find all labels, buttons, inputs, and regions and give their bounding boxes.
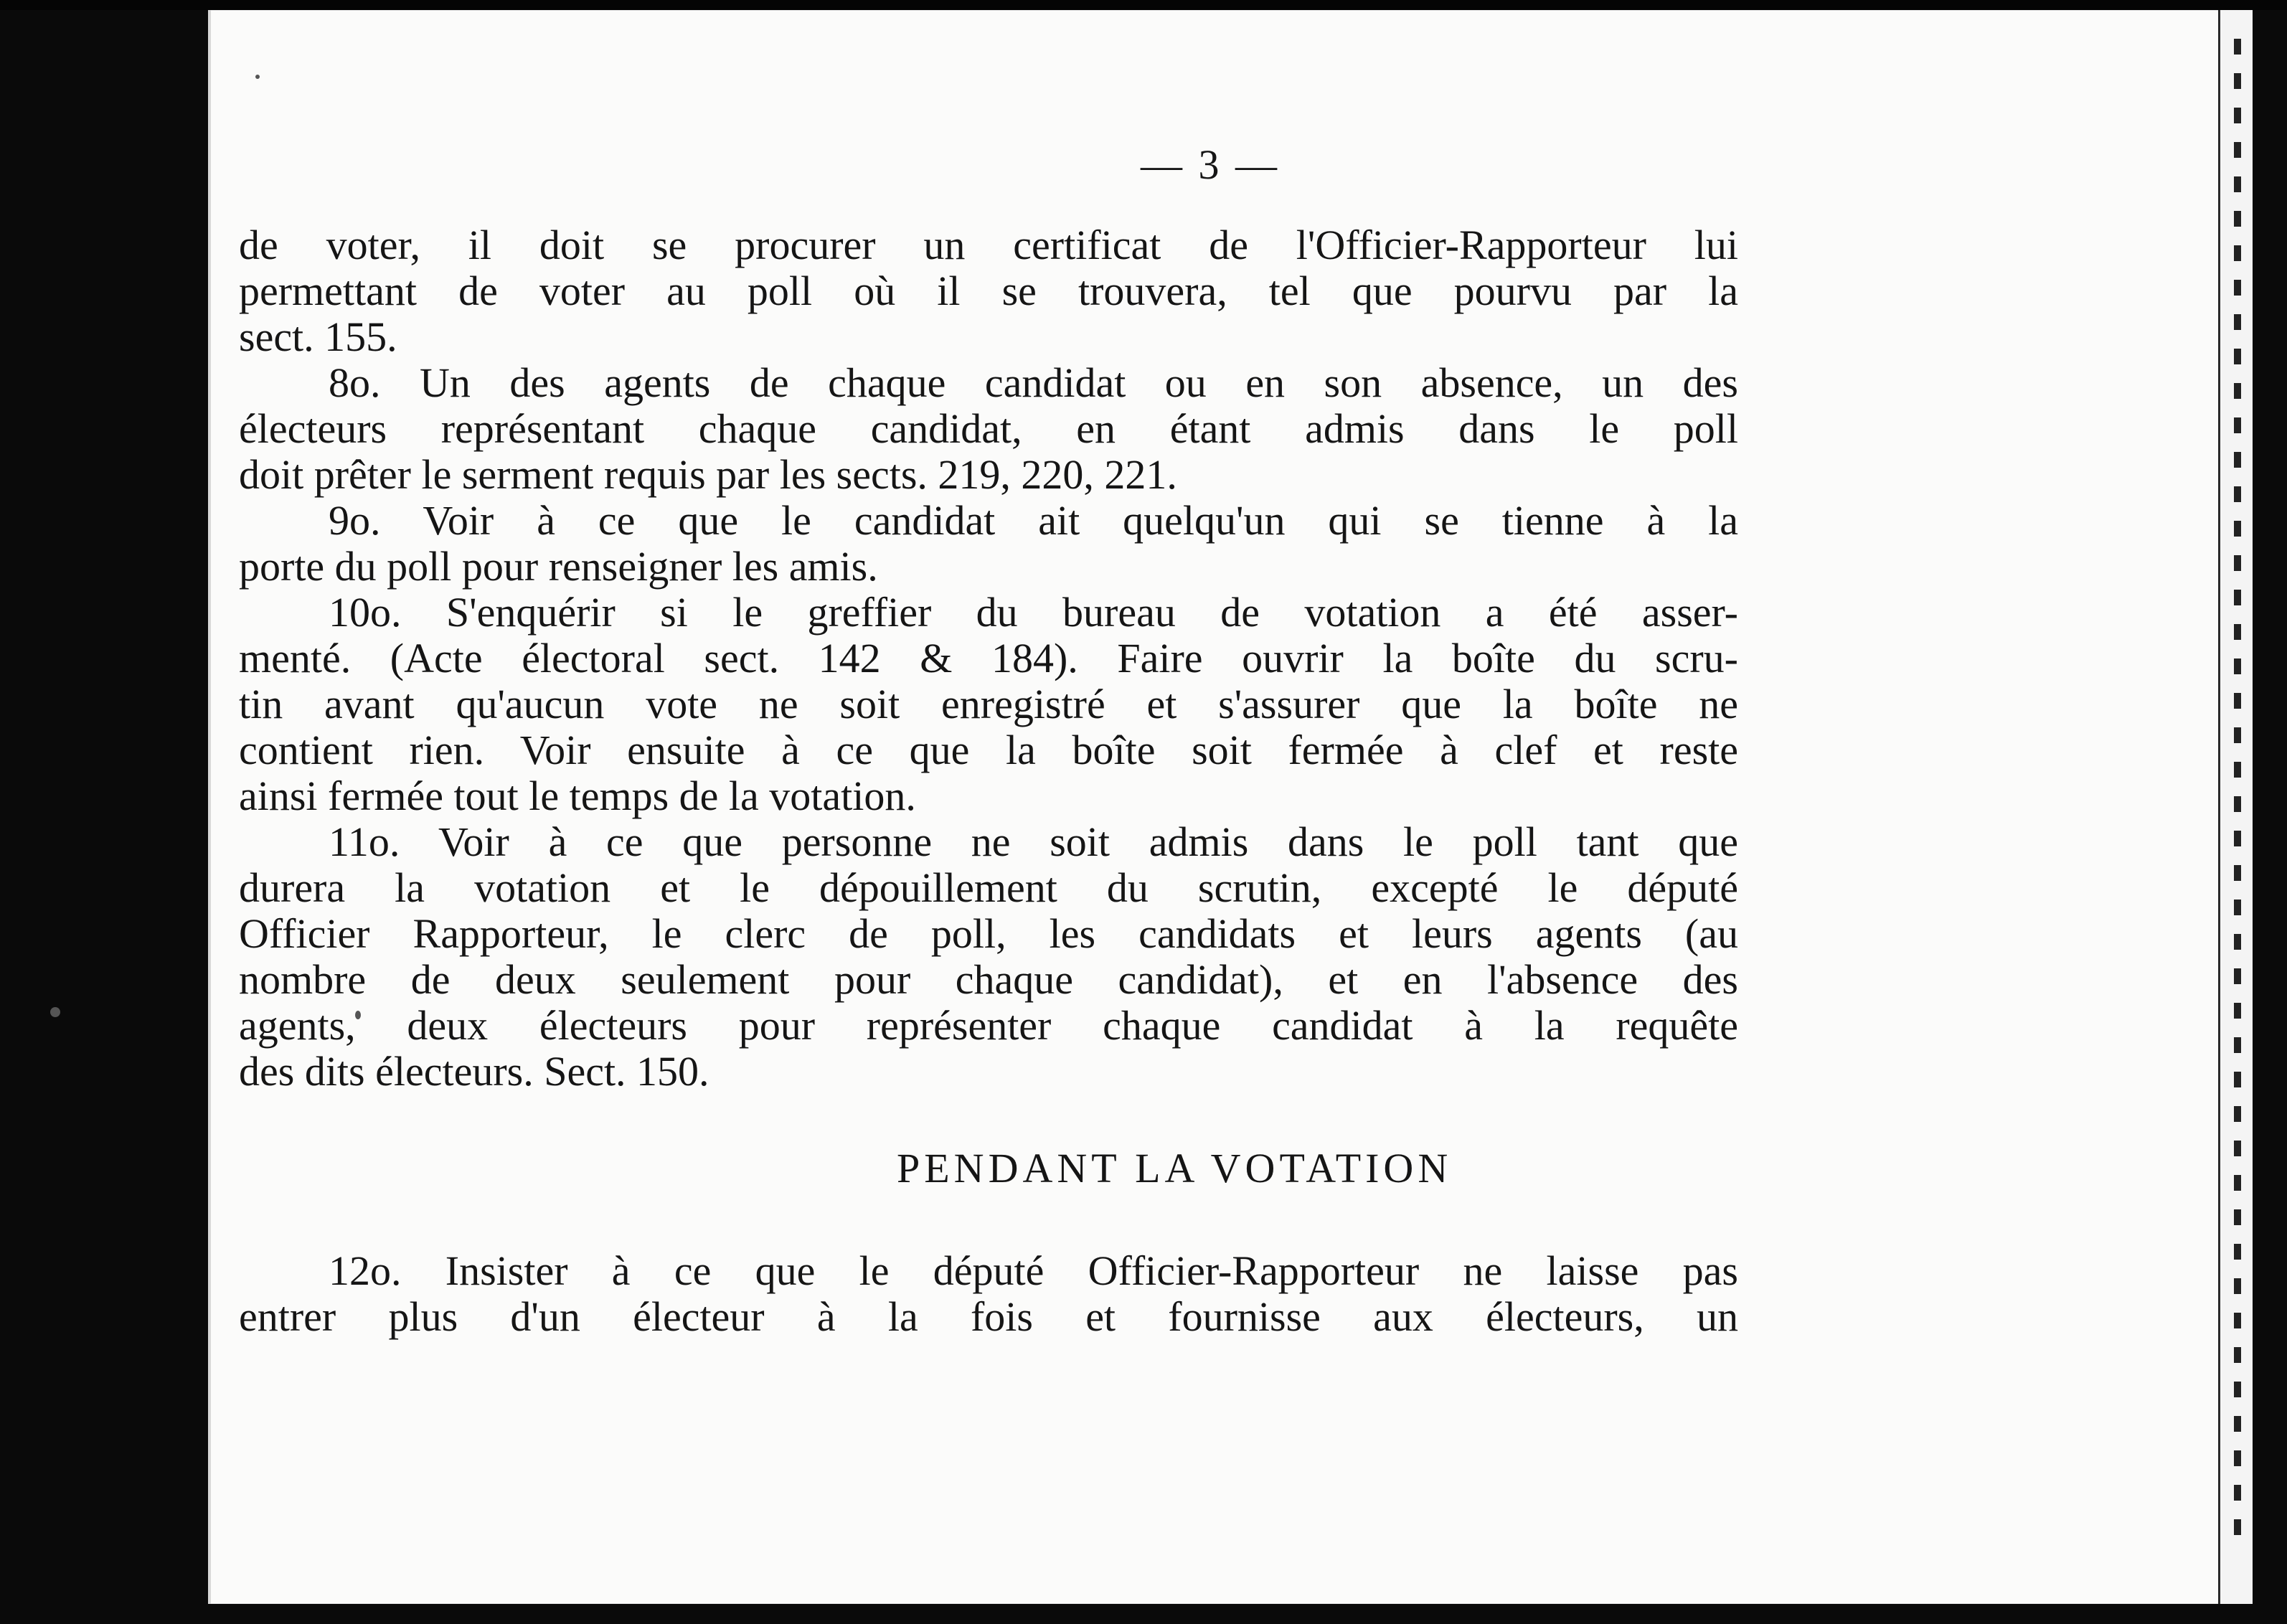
text-line: porte du poll pour renseigner les amis. (239, 543, 878, 590)
page-right-edge (2218, 10, 2253, 1604)
text-line: contient rien. Voir ensuite à ce que la boîte soit fermée à clef et reste (239, 727, 1738, 773)
section-heading: PENDANT LA VOTATION (897, 1145, 1453, 1191)
page-spine-edge (208, 10, 211, 1604)
text-line: menté. (Acte électoral sect. 142 & 184). Faire ouvrir la boîte du scru- (239, 635, 1738, 681)
text-line: de voter, il doit se procurer un certificat de l'Officier-Rapporteur lui (239, 222, 1738, 268)
text-line: 12o. Insister à ce que le député Officier-Rapporteur ne laisse pas (329, 1247, 1738, 1294)
text-line: entrer plus d'un électeur à la fois et fournisse aux électeurs, un (239, 1293, 1738, 1340)
text-line: tin avant qu'aucun vote ne soit enregistré et s'assurer que la boîte ne (239, 681, 1738, 727)
scan-speck (255, 75, 260, 79)
text-line: Officier Rapporteur, le clerc de poll, les candidats et leurs agents (au (239, 910, 1738, 957)
text-line: durera la votation et le dépouillement du scrutin, excepté le député (239, 864, 1738, 911)
body-text-block-1 (239, 222, 1738, 1095)
text-line: ainsi fermée tout le temps de la votation. (239, 773, 916, 819)
text-line: nombre de deux seulement pour chaque candidat), et en l'absence des (239, 956, 1738, 1003)
text-line: électeurs représentant chaque candidat, en étant admis dans le poll (239, 405, 1738, 452)
body-text-block-2 (239, 1248, 1738, 1340)
text-line: 11o. Voir à ce que personne ne soit admis dans le poll tant que (329, 818, 1738, 865)
text-line: des dits électeurs. Sect. 150. (239, 1048, 709, 1095)
text-line: doit prêter le serment requis par les sects. 219, 220, 221. (239, 451, 1177, 498)
text-line: sect. 155. (239, 313, 397, 360)
scan-border-top (0, 0, 2287, 10)
text-line: 10o. S'enquérir si le greffier du bureau de votation a été asser- (329, 589, 1738, 636)
text-line: 9o. Voir à ce que le candidat ait quelqu'un qui se tienne à la (329, 497, 1738, 544)
scan-speck (50, 1007, 60, 1017)
text-line: 8o. Un des agents de chaque candidat ou en son absence, un des (329, 359, 1738, 406)
text-line: agents, deux électeurs pour représenter chaque candidat à la requête (239, 1002, 1738, 1049)
page-number: — 3 — (1141, 141, 1280, 188)
text-line: permettant de voter au poll où il se trouvera, tel que pourvu par la (239, 268, 1738, 314)
